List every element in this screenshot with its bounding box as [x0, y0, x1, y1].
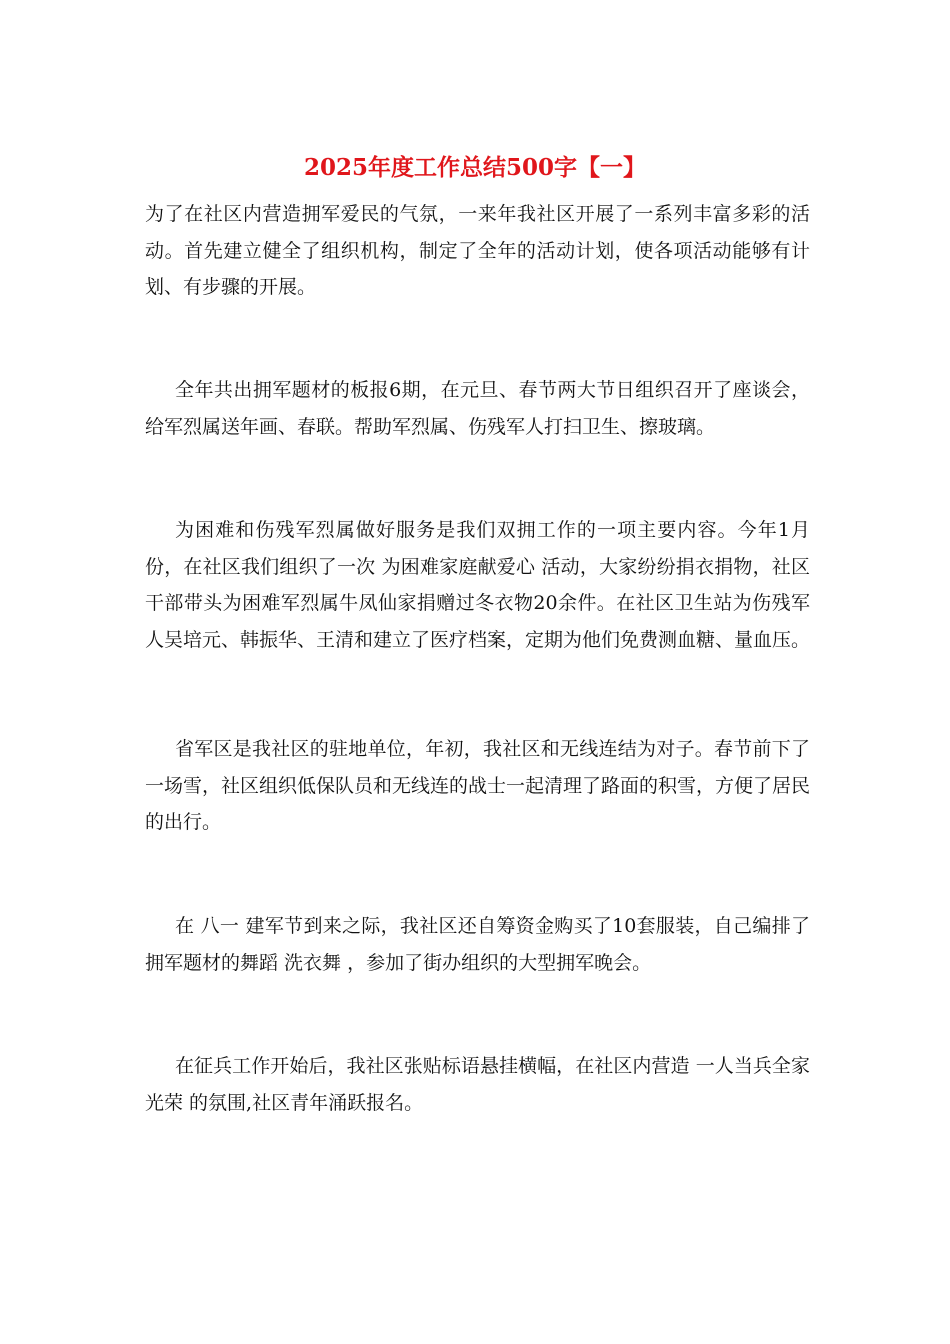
- document-title: 2025年度工作总结500字【一】: [303, 154, 647, 181]
- paragraph-3: 为困难和伤残军烈属做好服务是我们双拥工作的一项主要内容。今年1月份，在社区我们组织了一次 为困难家庭献爱心 活动，大家纷纷捐衣捐物，社区干部带头为困难军烈属牛凤仙家捐赠过冬衣物20余件。在社区卫生站为伤残军人吴培元、韩振华、王清和建立了医疗档案，定期为他们免费测血糖、量血压。: [145, 519, 811, 651]
- paragraph-2: 全年共出拥军题材的板报6期，在元旦、春节两大节日组织召开了座谈会，给军烈属送年画、春联。帮助军烈属、伤残军人打扫卫生、擦玻璃。: [145, 379, 810, 438]
- paragraph-5: 在 八一 建军节到来之际，我社区还自筹资金购买了10套服装，自己编排了拥军题材的舞蹈 洗衣舞 ，参加了街办组织的大型拥军晚会。: [145, 915, 810, 974]
- paragraph-1: 为了在社区内营造拥军爱民的气氛，一来年我社区开展了一系列丰富多彩的活动。首先建立健全了组织机构，制定了全年的活动计划，使各项活动能够有计划、有步骤的开展。: [145, 203, 810, 298]
- paragraph-4: 省军区是我社区的驻地单位，年初，我社区和无线连结为对子。春节前下了一场雪，社区组织低保队员和无线连的战士一起清理了路面的积雪，方便了居民的出行。: [145, 738, 811, 833]
- paragraph-6: 在征兵工作开始后，我社区张贴标语悬挂横幅，在社区内营造 一人当兵全家光荣 的氛围,社区青年涌跃报名。: [145, 1055, 810, 1114]
